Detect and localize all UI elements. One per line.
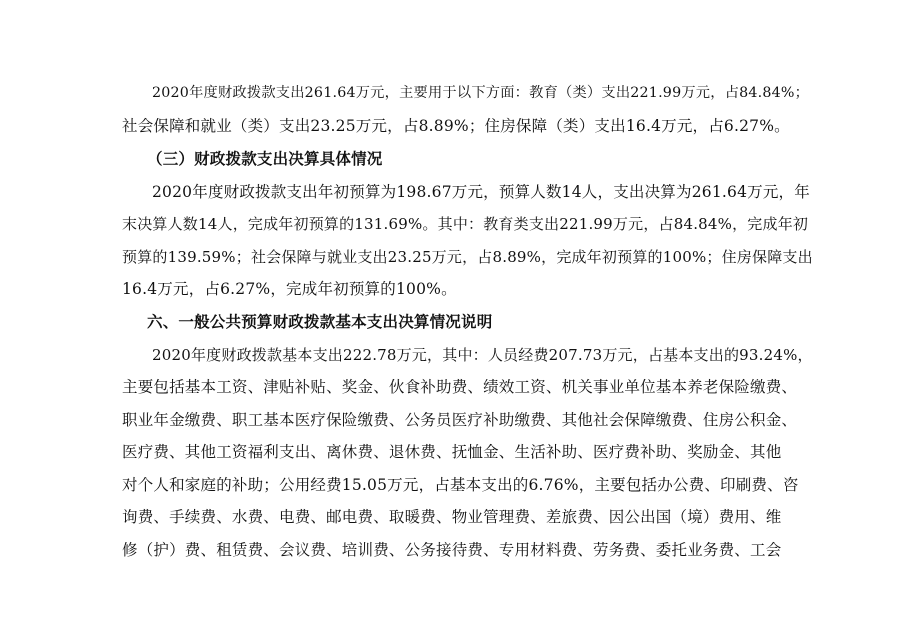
paragraph-1-line-1: 2020年度财政拨款支出261.64万元，主要用于以下方面：教育（类）支出221.99万元，占84.84%； [152, 85, 810, 101]
paragraph-2-line-3: 预算的139.59%；社会保障与就业支出23.25万元，占8.89%，完成年初预算的100%；住房保障支出 [122, 248, 813, 266]
paragraph-2-line-2: 末决算人数14人，完成年初预算的131.69%。其中：教育类支出221.99万元，占84.84%，完成年初 [122, 215, 809, 233]
paragraph-2-line-4: 16.4万元，占6.27%，完成年初预算的100%。 [122, 280, 457, 298]
paragraph-1-line-2: 社会保障和就业（类）支出23.25万元，占8.89%；住房保障（类）支出16.4万元，占6.27%。 [122, 117, 790, 135]
paragraph-3-line-3: 职业年金缴费、职工基本医疗保险缴费、公务员医疗补助缴费、其他社会保障缴费、住房公积金、 [122, 411, 798, 429]
paragraph-3-line-2: 主要包括基本工资、津贴补贴、奖金、伙食补助费、绩效工资、机关事业单位基本养老保险缴费、 [122, 378, 798, 396]
paragraph-3-line-7: 修（护）费、租赁费、会议费、培训费、公务接待费、专用材料费、劳务费、委托业务费、工会 [122, 541, 782, 559]
section-heading-3: （三）财政拨款支出决算具体情况 [147, 150, 383, 168]
paragraph-3-line-1: 2020年度财政拨款基本支出222.78万元，其中：人员经费207.73万元，占基本支出的93.24%， [152, 346, 813, 364]
paragraph-2-line-1: 2020年度财政拨款支出年初预算为198.67万元，预算人数14人，支出决算为261.64万元，年 [152, 183, 810, 201]
section-heading-6: 六、一般公共预算财政拨款基本支出决算情况说明 [147, 313, 493, 331]
paragraph-3-line-4: 医疗费、其他工资福利支出、离休费、退休费、抚恤金、生活补助、医疗费补助、奖励金、其他 [122, 443, 782, 461]
paragraph-3-line-5: 对个人和家庭的补助；公用经费15.05万元，占基本支出的6.76%，主要包括办公费、印刷费、咨 [122, 476, 799, 494]
paragraph-3-line-6: 询费、手续费、水费、电费、邮电费、取暖费、物业管理费、差旅费、因公出国（境）费用、维 [122, 508, 782, 526]
